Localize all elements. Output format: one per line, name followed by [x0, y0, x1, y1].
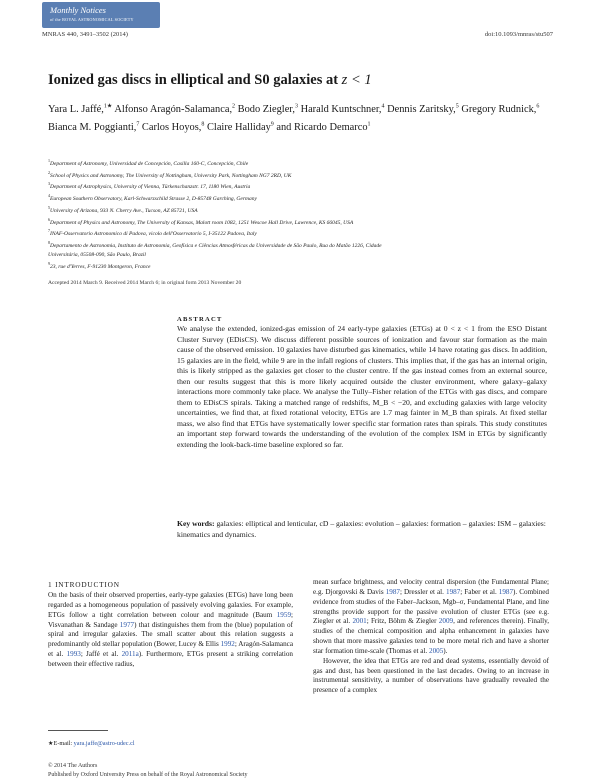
doi-link[interactable]: doi:10.1093/mnras/stu507	[484, 31, 553, 38]
author-affiliation-mark: 2	[232, 104, 236, 110]
keywords-label: Key words:	[177, 519, 215, 528]
citation-link[interactable]: 2011a	[121, 650, 139, 659]
author-name: Harald Kuntschner,$^4$	[300, 104, 385, 116]
citation-link[interactable]: 1987	[385, 587, 400, 596]
copyright-block	[48, 762, 247, 779]
author-name: Carlos Hoyos,$^8$	[141, 121, 205, 134]
author-affiliation-mark: 3	[294, 104, 298, 110]
intro-column-1: On the basis of their observed properties, early-type galaxies (ETGs) have long been regarded as a homogeneous population of passively evolving galaxies. For example, ETGs follow a tight correlation between colour and magnitude (Baum 1959; Visvanathan & Sandage 1977) that distinguishes them from the (blue) population of spiral and irregular galaxies. The small scatter about this relation suggests a predominantly old stellar population (Bower, Lucey & Ellis 1992; Aragón-Salamanca et al. 1993; Jaffé et al. 2011a). Furthermore, ETGs present a striking correlation between their effective radius,	[48, 591, 293, 668]
publisher-line: Published by Oxford University Press on behalf of the Royal Astronomical Society	[48, 771, 248, 778]
affiliation-item: $^6$Department of Physics and Astronomy, The University of Kansas, Malott room 1082, 1251 Wescoe Hall Drive, Lawrence, KS 66045, USA	[48, 216, 354, 226]
author-name: Bodo Ziegler,$^3$	[237, 104, 298, 116]
intro-paragraph-2: However, the idea that ETGs are red and dead systems, essentially devoid of gas and dust, has been questioned in the last decades. Owing to an increase in instrumental sensitivity, a number of observations have gradually revealed the presence of a complex	[313, 656, 549, 695]
citation-link[interactable]: 1959	[276, 610, 292, 619]
affiliation-item: $^3$Department of Astrophysics, University of Vienna, Türkenschanzstr. 17, 1180 Wien, Austria	[48, 181, 251, 191]
keywords-text: galaxies: elliptical and lenticular, cD – galaxies: evolution – galaxies: formation – galaxies: ISM – galaxies: kinematics and dynamics.	[177, 519, 546, 539]
abstract-heading: ABSTRACT	[177, 316, 223, 323]
intro-column-2	[313, 578, 549, 703]
footnote-email	[48, 740, 135, 747]
author-name: Claire Halliday$^9$	[207, 121, 274, 134]
citation-link[interactable]: 2001	[352, 617, 367, 626]
affiliation-item: $^1$Department of Astronomy, Universidad de Concepción, Casilla 160-C, Concepción, Chile	[48, 158, 249, 167]
author-list	[48, 100, 548, 136]
author-name: Dennis Zaritsky,$^5$	[387, 104, 459, 116]
author-affiliation-mark: 1	[367, 121, 371, 128]
author-affiliation-mark: 6	[536, 104, 540, 110]
abstract-text: We analyse the extended, ionized-gas emission of 24 early-type galaxies (ETGs) at 0 < z < 1 from the ESO Distant Cluster Survey (EDisCS). We discuss different possible sources of ionization and favour star formation as the main cause of the observed emission. 10 galaxies have disturbed gas kinematics, while 14 have rotating gas discs. In addition, 15 galaxies are in the field, while 9 are in the infall regions of clusters. This implies that, if the gas has an internal origin, this is likely stripped as the galaxies get closer to the cluster centre. If the gas instead comes from an external source, then our results suggest that this is more likely acquired outside the cluster environment, where galaxy–galaxy interactions more commonly take place. We analyse the Tully–Fisher relation of the ETGs with gas discs, and compare them to EDisCS spirals. Taking a matched range of redshifts, M_B < −20, and excluding galaxies with large velocity uncertainties, we find that, at fixed rotational velocity, ETGs are 1.7 mag fainter in M_B than spirals. At fixed stellar mass, we also find that ETGs have systematically lower specific star formation rates than spirals. This study constitutes an important step forward towards the understanding of the evolution of the complex ISM in ETGs by significantly extending the look-back-time baseline explored so far.	[177, 324, 547, 450]
journal-logo	[42, 2, 160, 28]
author-affiliation-mark: 1★	[103, 104, 113, 110]
author-name: and Ricardo Demarco$^1$	[276, 121, 371, 134]
keywords-block	[177, 519, 547, 540]
email-link[interactable]: yara.jaffe@astro-udec.cl	[73, 740, 135, 747]
affiliation-item: $^7$INAF-Osservatorio Astronomico di Padova, vicolo dell'Osservatorio 5, I-35122 Padova, Italy	[48, 228, 257, 238]
intro-paragraph-1: mean surface brightness, and velocity central dispersion (the Fundamental Plane; e.g. Djorgovski & Davis 1987; Dressler et al. 1987; Faber et al. 1987). Combined evidence from studies of the Faber–Jackson, Mgb–σ, Fundamental Plane, and line strengths provide support for the passive evolution of cluster ETGs (see e.g. Ziegler et al. 2001; Fritz, Böhm & Ziegler 2009, and references therein). Finally, studies of the chemical composition and alpha enhancement in galaxies have shown that more massive galaxies tend to be more metal rich and have a shorter star formation time-scale (Thomas et al. 2005).	[313, 578, 549, 655]
footnote-label: ★E-mail:	[48, 740, 74, 747]
accepted-dates: Accepted 2014 March 9. Received 2014 March 6; in original form 2013 November 20	[48, 280, 242, 286]
author-affiliation-mark: 5	[455, 104, 459, 110]
affiliation-item: Universitária, 05508-090, São Paulo, Brazil	[48, 251, 146, 258]
author-name: Yara L. Jaffé,$^{1★}$	[48, 104, 113, 116]
author-affiliation-mark: 9	[270, 121, 274, 128]
author-name: Alfonso Aragón-Salamanca,$^2$	[114, 104, 236, 116]
citation-link[interactable]: 2005	[429, 646, 444, 655]
citation-link[interactable]: 1987	[498, 587, 514, 596]
affiliation-item: $^4$European Southern Observatory, Karl-Schwarzschild Strasse 2, D-85748 Garching, Germany	[48, 193, 257, 203]
affiliation-item: $^8$Departamento de Astronomia, Instituto de Astronomia, Geofísica e Ciências Atmosféricas da Universidade de São Paulo, Rua do Matão 1226, Cidade	[48, 240, 382, 249]
author-name: Bianca M. Poggianti,$^7$	[48, 121, 140, 134]
author-affiliation-mark: 7	[136, 121, 140, 128]
affiliation-item: $^2$School of Physics and Astronomy, The University of Nottingham, University Park, Nottingham NG7 2RD, UK	[48, 169, 292, 179]
citation-link[interactable]: 1977	[119, 620, 135, 629]
journal-citation: MNRAS 440, 3491–3502 (2014)	[42, 31, 128, 38]
citation-link[interactable]: 1992	[220, 640, 235, 649]
affiliation-item: $^9$23, rue d'Yerres, F-91230 Montgeron, France	[48, 260, 151, 270]
title-math: z < 1	[341, 72, 372, 88]
author-name: Gregory Rudnick,$^6$	[461, 104, 540, 116]
logo-line-2: of the ROYAL ASTRONOMICAL SOCIETY	[50, 17, 134, 22]
citation-link[interactable]: 1993	[66, 650, 81, 659]
affiliation-item: $^5$University of Arizona, 933 N. Cherry Ave., Tucson, AZ 85721, USA	[48, 204, 198, 214]
copyright-line: © 2014 The Authors	[48, 763, 98, 769]
citation-link[interactable]: 2009	[438, 617, 454, 626]
author-affiliation-mark: 8	[201, 121, 205, 128]
section-heading: 1 INTRODUCTION	[48, 580, 120, 589]
affiliation-list	[48, 157, 558, 272]
logo-line-1: Monthly Notices	[50, 5, 106, 15]
footnote-rule	[48, 730, 108, 731]
paper-title	[48, 72, 372, 89]
citation-link[interactable]: 1987	[446, 587, 461, 596]
author-affiliation-mark: 4	[381, 104, 385, 110]
title-text: Ionized gas discs in elliptical and S0 galaxies at	[48, 72, 339, 88]
